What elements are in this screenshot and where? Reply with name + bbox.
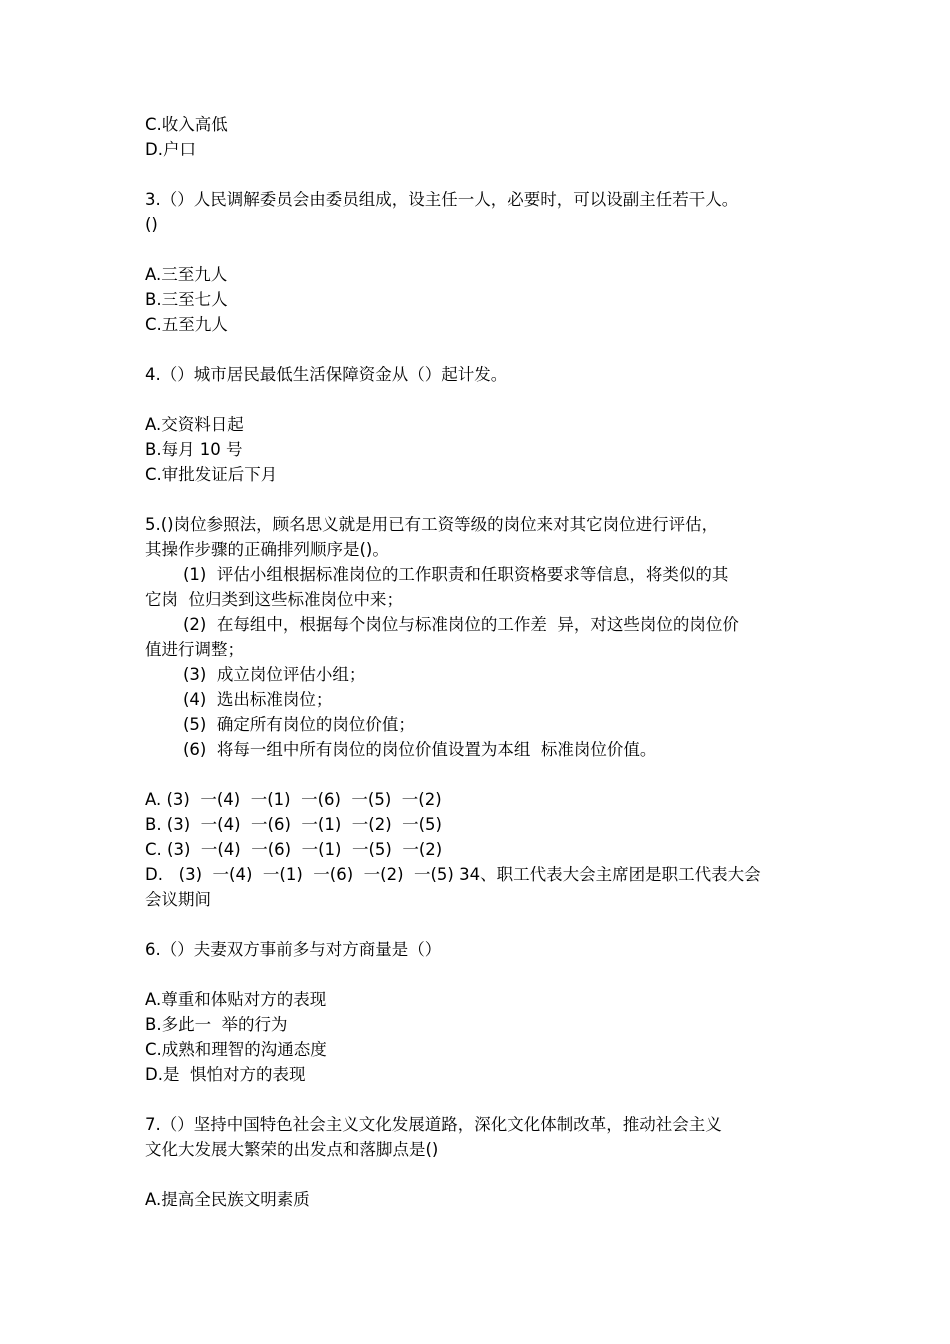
question-line: 6.（）夫妻双方事前多与对方商量是（） [145, 940, 442, 959]
answer-option: B.三至七人 [145, 290, 228, 309]
answer-option: A.交资料日起 [145, 415, 244, 434]
procedure-step: (4) 选出标准岗位； [183, 690, 333, 709]
procedure-step: (1) 评估小组根据标准岗位的工作职责和任职资格要求等信息，将类似的其 [183, 565, 729, 584]
paragraph-gap [145, 337, 810, 362]
paragraph-gap [145, 237, 810, 262]
paragraph-gap [145, 387, 810, 412]
question-stem [145, 362, 810, 387]
question-stem [145, 1112, 810, 1162]
question-stem [145, 512, 810, 562]
text-line: 它岗 位归类到这些标准岗位中来； [145, 590, 403, 609]
procedure-step: (2) 在每组中，根据每个岗位与标准岗位的工作差 异，对这些岗位的岗位价 [183, 615, 739, 634]
paragraph-gap [145, 487, 810, 512]
paragraph-gap [145, 1087, 810, 1112]
answer-option: A. (3) 一(4) 一(1) 一(6) 一(5) 一(2) [145, 790, 442, 809]
answer-option: D.是 惧怕对方的表现 [145, 1065, 306, 1084]
answer-option: C.收入高低 [145, 115, 228, 134]
answer-option: C.审批发证后下月 [145, 465, 278, 484]
text-line: 值进行调整； [145, 640, 244, 659]
question-line: 7.（）坚持中国特色社会主义文化发展道路，深化文化体制改革，推动社会主义 [145, 1115, 722, 1134]
question-line: () [145, 215, 158, 234]
text-line: 会议期间 [145, 890, 211, 909]
question-line: 其操作步骤的正确排列顺序是()。 [145, 540, 389, 559]
answer-option: C.五至九人 [145, 315, 228, 334]
answer-option: C.成熟和理智的沟通态度 [145, 1040, 327, 1059]
procedure-step: (3) 成立岗位评估小组； [183, 665, 366, 684]
question-stem [145, 937, 810, 962]
answer-option: A.尊重和体贴对方的表现 [145, 990, 327, 1009]
answer-option: B. (3) 一(4) 一(6) 一(1) 一(2) 一(5) [145, 815, 442, 834]
paragraph-gap [145, 762, 810, 787]
answer-option: C. (3) 一(4) 一(6) 一(1) 一(5) 一(2) [145, 840, 443, 859]
paragraph-gap [145, 962, 810, 987]
question-line: 3.（）人民调解委员会由委员组成，设主任一人，必要时，可以设副主任若干人。 [145, 190, 739, 209]
answer-option: B.每月 10 号 [145, 440, 243, 459]
procedure-step: (5) 确定所有岗位的岗位价值； [183, 715, 415, 734]
answer-option: B.多此一 举的行为 [145, 1015, 288, 1034]
question-line: 文化大发展大繁荣的出发点和落脚点是() [145, 1140, 439, 1159]
answer-option: A.三至九人 [145, 265, 228, 284]
answer-option: D. (3) 一(4) 一(1) 一(6) 一(2) 一(5) 34、职工代表大会主席团是职工代表大会 [145, 865, 761, 884]
answer-option: A.提高全民族文明素质 [145, 1190, 310, 1209]
paragraph-gap [145, 912, 810, 937]
procedure-step: (6) 将每一组中所有岗位的岗位价值设置为本组 标准岗位价值。 [183, 740, 657, 759]
question-line: 5.()岗位参照法，顾名思义就是用已有工资等级的岗位来对其它岗位进行评估， [145, 515, 719, 534]
question-line: 4.（）城市居民最低生活保障资金从（）起计发。 [145, 365, 508, 384]
answer-option: D.户口 [145, 140, 196, 159]
question-stem [145, 187, 810, 237]
paragraph-gap [145, 1162, 810, 1187]
paragraph-gap [145, 162, 810, 187]
